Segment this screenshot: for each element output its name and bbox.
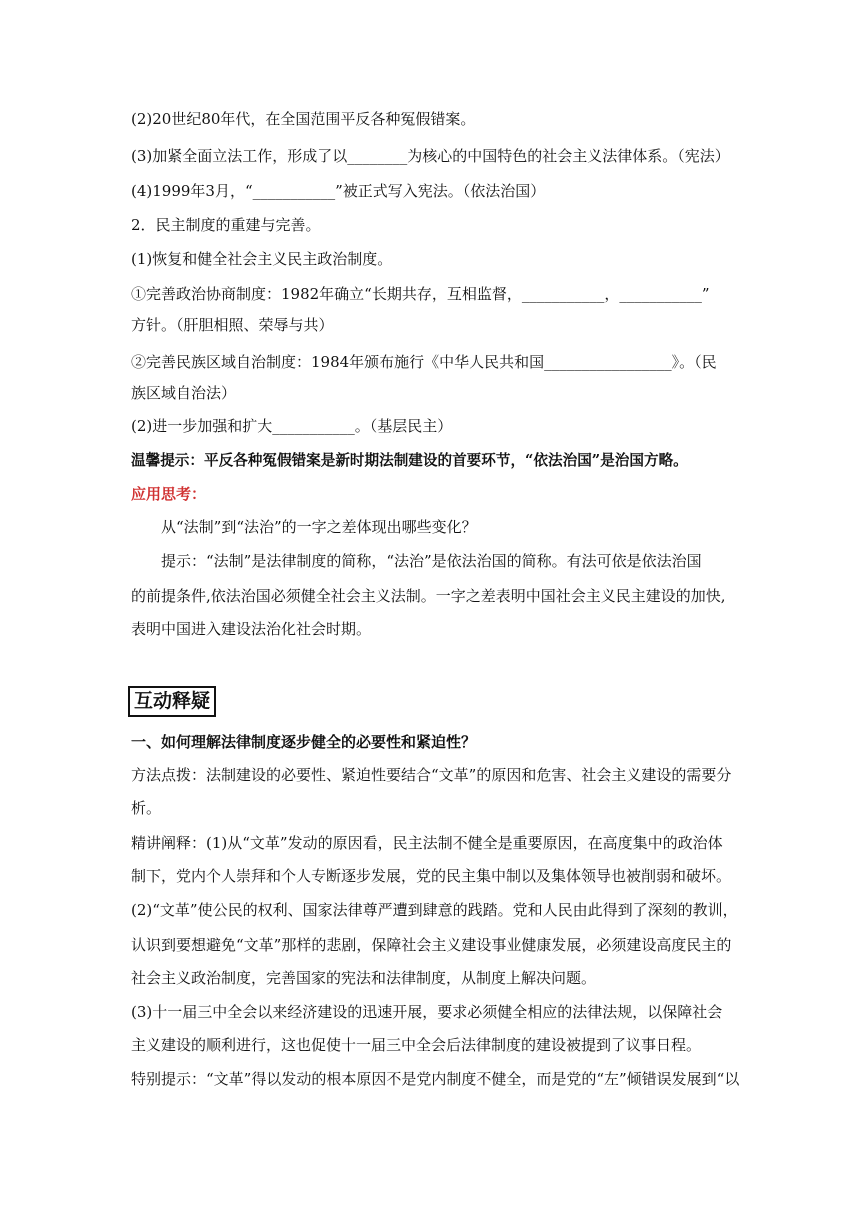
text-line: (4)1999年3月，“___________”被正式写入宪法。（依法治国） [131, 182, 546, 200]
body-line: 制下，党内个人崇拜和个人专断逐步发展，党的民主集中制以及集体领导也被削弱和破坏。 [131, 867, 732, 885]
body-line: 社会主义政治制度，完善国家的宪法和法律制度，从制度上解决问题。 [131, 969, 597, 987]
body-line: 精讲阐释：(1)从“文革”发动的原因看，民主法制不健全是重要原因，在高度集中的政治体 [131, 834, 723, 852]
text-line: 2．民主制度的重建与完善。 [131, 216, 321, 234]
apply-answer-line: 的前提条件,依法治国必须健全社会主义法制。一字之差表明中国社会主义民主建设的加快, [131, 587, 726, 605]
text-line: (2)进一步加强和扩大___________。（基层民主） [131, 417, 453, 435]
body-line: (2)“文革”使公民的权利、国家法律尊严遭到肆意的践踏。党和人民由此得到了深刻的教训， [131, 901, 738, 919]
text-line: (2)20世纪80年代，在全国范围平反各种冤假错案。 [131, 110, 476, 128]
body-line: 主义建设的顺利进行，这也促使十一届三中全会后法律制度的建设被提到了议事日程。 [131, 1036, 702, 1054]
apply-answer-line: 提示：“法制”是法律制度的简称，“法治”是依法治国的简称。有法可依是依法治国 [161, 552, 702, 570]
warm-tip: 温馨提示：平反各种冤假错案是新时期法制建设的首要环节，“依法治国”是治国方略。 [131, 452, 688, 469]
text-line: ②完善民族区域自治制度：1984年颁布施行《中华人民共和国_________________》。（民 [131, 353, 717, 371]
apply-question: 从“法制”到“法治”的一字之差体现出哪些变化？ [161, 518, 477, 536]
text-line: 族区域自治法） [131, 384, 237, 402]
body-line: (3)十一届三中全会以来经济建设的迅速开展，要求必须健全相应的法律法规，以保障社会 [131, 1003, 723, 1021]
question-heading: 一、如何理解法律制度逐步健全的必要性和紧迫性？ [131, 733, 477, 751]
section-box-title: 互动释疑 [128, 686, 216, 717]
text-line: (1)恢复和健全社会主义民主政治制度。 [131, 250, 393, 268]
apply-heading: 应用思考： [131, 485, 207, 503]
text-line: 方针。（肝胆相照、荣辱与共） [131, 316, 334, 334]
body-line: 认识到要想避免“文革”那样的悲剧，保障社会主义建设事业健康发展，必须建设高度民主的 [131, 936, 732, 954]
body-line: 方法点拨：法制建设的必要性、紧迫性要结合“文革”的原因和危害、社会主义建设的需要分 [131, 766, 732, 784]
body-line: 特别提示：“文革”得以发动的根本原因不是党内制度不健全，而是党的“左”倾错误发展到“以 [131, 1070, 740, 1088]
body-line: 析。 [131, 799, 162, 817]
text-line: (3)加紧全面立法工作，形成了以________为核心的中国特色的社会主义法律体系。（宪法） [131, 147, 730, 165]
apply-answer-line: 表明中国进入建设法治化社会时期。 [131, 620, 372, 638]
text-line: ①完善政治协商制度：1982年确立“长期共存，互相监督，___________，___________” [131, 285, 710, 303]
